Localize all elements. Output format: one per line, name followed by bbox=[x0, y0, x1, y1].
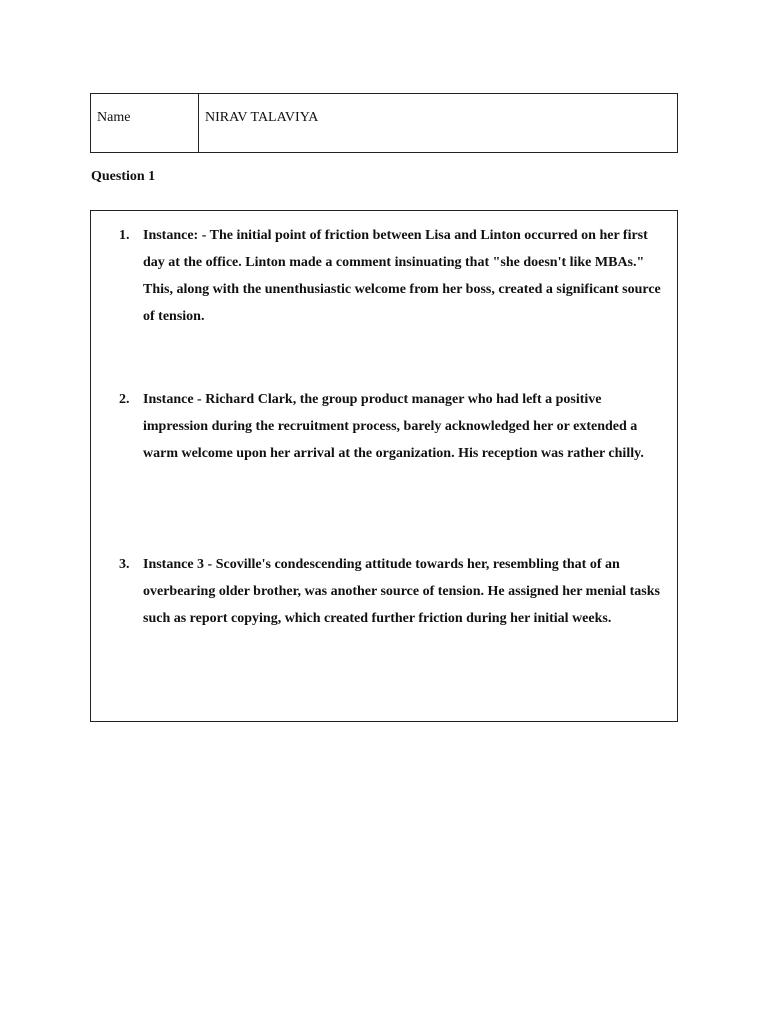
answer-number-2: 2. bbox=[119, 392, 130, 407]
answer-box bbox=[90, 210, 678, 722]
answer-text-3: Instance 3 - Scoville's condescending attitude towards her, resembling that of an overbearing older brother, was another source of tension. He assigned her menial tasks such as report copying, which created further friction during her initial weeks. bbox=[143, 557, 660, 626]
answer-number-3: 3. bbox=[119, 557, 130, 572]
question-heading: Question 1 bbox=[91, 169, 156, 184]
name-label: Name bbox=[91, 94, 199, 152]
answer-text-1: Instance: - The initial point of friction between Lisa and Linton occurred on her first day at the office. Linton made a comment insinuating that "she doesn't like MBAs." This, along with the unenthusiastic welcome from her boss, created a significant source of tension. bbox=[143, 228, 661, 324]
answer-item-1 bbox=[119, 222, 669, 330]
answer-item-2 bbox=[119, 386, 669, 467]
answer-text-2: Instance - Richard Clark, the group product manager who had left a positive impression during the recruitment process, barely acknowledged her or extended a warm welcome upon her arrival at the organization. His reception was rather chilly. bbox=[143, 392, 644, 461]
name-table bbox=[90, 93, 678, 153]
answer-number-1: 1. bbox=[119, 228, 130, 243]
name-value: NIRAV TALAVIYA bbox=[205, 110, 319, 125]
answer-item-3 bbox=[119, 551, 669, 632]
